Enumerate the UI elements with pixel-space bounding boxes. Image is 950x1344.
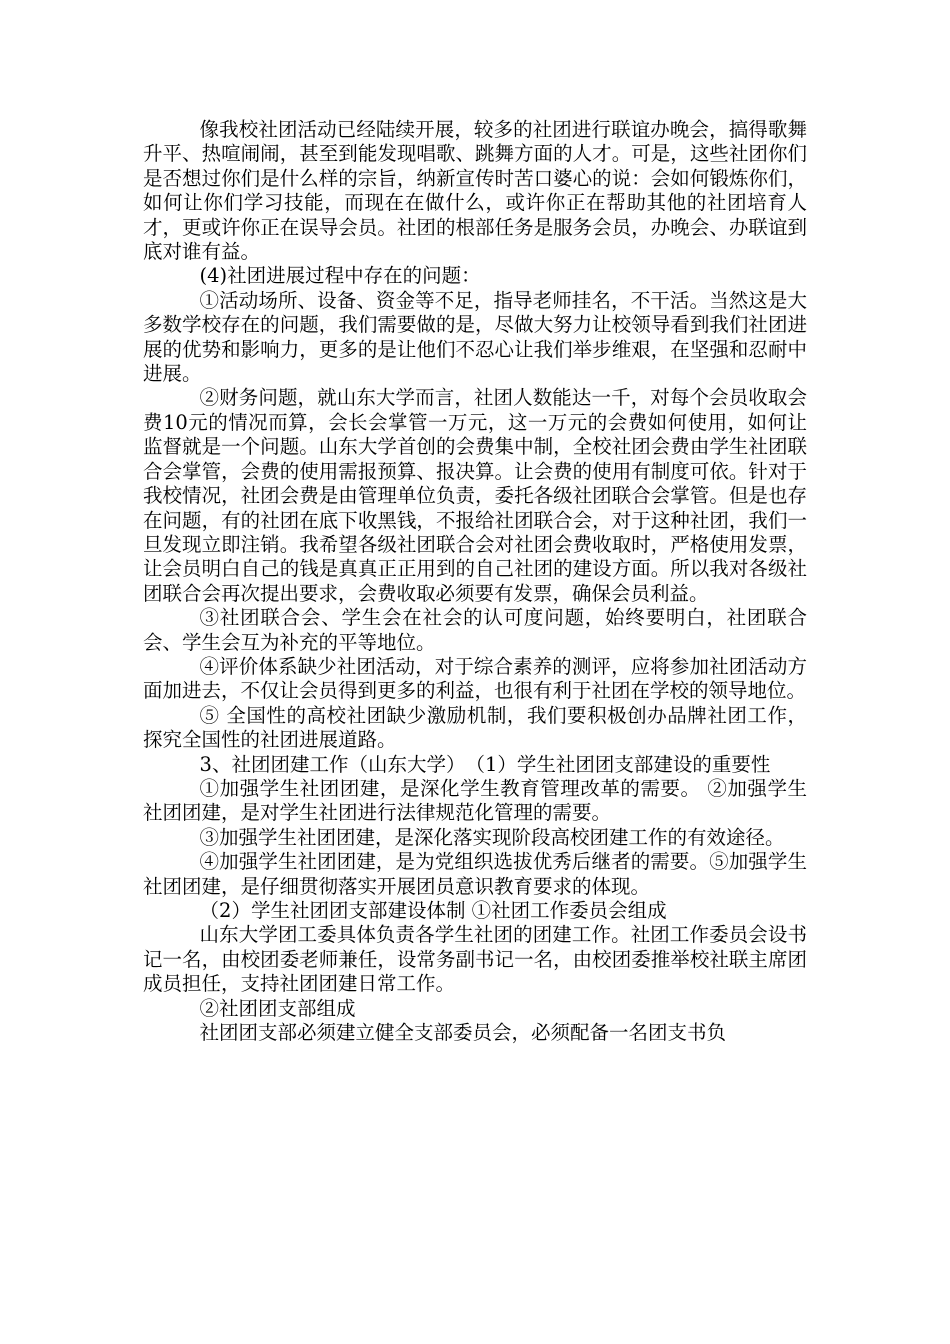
paragraph-problem-finance: ②财务问题，就山东大学而言，社团人数能达一千，对每个会员收取会费10元的情况而算，会长会掌管一万元，这一万元的会费如何使用，如何让监督就是一个问题。山东大学首创的会费集中制，全校社团会费由学生社团联合会掌管，会费的使用需报预算、报决算。让会费的使用有制度可依。针对于我校情况，社团会费是由管理单位负责，委托各级社团联合会掌管。但是也存在问题，有的社团在底下收黑钱，不报给社团联合会，对于这种社团，我们一旦发现立即注销。我希望各级社团联合会对社团会费收取时，严格使用发票，让会员明白自己的钱是真真正正用到的自己社团的建设方面。所以我对各级社团联合会再次提出要求，会费收取必须要有发票，确保会员利益。 (143, 386, 807, 605)
heading-development-problems: (4)社团进展过程中存在的问题： (199, 264, 481, 288)
paragraph-problem-evaluation: ④评价体系缺少社团活动，对于综合素养的测评，应将参加社团活动方面加进去，不仅让会员得到更多的利益，也很有利于社团在学校的领导地位。 (143, 654, 807, 703)
paragraph-problem-incentive: ⑤ 全国性的高校社团缺少激励机制，我们要积极创办品牌社团工作，探究全国性的社团进展道路。 (143, 703, 807, 752)
paragraph-importance-4-5: ④加强学生社团团建，是为党组织选拔优秀后继者的需要。⑤加强学生社团团建，是仔细贯彻落实开展团员意识教育要求的体现。 (143, 850, 807, 898)
heading-league-building-importance: 3、社团团建工作（山东大学） （1）学生社团团支部建设的重要性 (199, 752, 771, 776)
paragraph-problem-venue-funding: ①活动场所、设备、资金等不足，指导老师挂名，不干活。当然这是大多数学校存在的问题，我们需要做的是，尽做大努力让校领导看到我们社团进展的优势和影响力，更多的是让他们不忍心让我们举步维艰，在坚强和忍耐中进展。 (143, 288, 807, 386)
document-body (143, 118, 807, 1045)
paragraph-society-activities: 像我校社团活动已经陆续开展，较多的社团进行联谊办晚会，搞得歌舞升平、热喧闹闹，甚至到能发现唱歌、跳舞方面的人才。可是，这些社团你们是否想过你们是什么样的宗旨，纳新宣传时苦口婆心的说：会如何锻炼你们，如何让你们学习技能，而现在在做什么，或许你正在帮助其他的社团培育人才，更或许你正在误导会员。社团的根部任务是服务会员，办晚会、办联谊到底对谁有益。 (143, 118, 807, 264)
paragraph-branch-committee: 社团团支部必须建立健全支部委员会，必须配备一名团支书负 (199, 1021, 727, 1045)
heading-branch-composition: ②社团团支部组成 (199, 996, 356, 1020)
paragraph-problem-recognition: ③社团联合会、学生会在社会的认可度问题，始终要明白，社团联合会、学生会互为补充的平等地位。 (143, 606, 807, 654)
paragraph-importance-1-2: ①加强学生社团团建，是深化学生教育管理改革的需要。 ②加强学生社团团建，是对学生社团进行法律规范化管理的需要。 (143, 776, 807, 825)
paragraph-committee-composition: 山东大学团工委具体负责各学生社团的团建工作。社团工作委员会设书记一名，由校团委老师兼任，设常务副书记一名，由校团委推举校社联主席团成员担任，支持社团团建日常工作。 (143, 923, 807, 996)
heading-branch-system: （2）学生社团团支部建设体制 ①社团工作委员会组成 (199, 899, 667, 922)
paragraph-importance-3: ③加强学生社团团建，是深化落实现阶段高校团建工作的有效途径。 (199, 825, 785, 849)
